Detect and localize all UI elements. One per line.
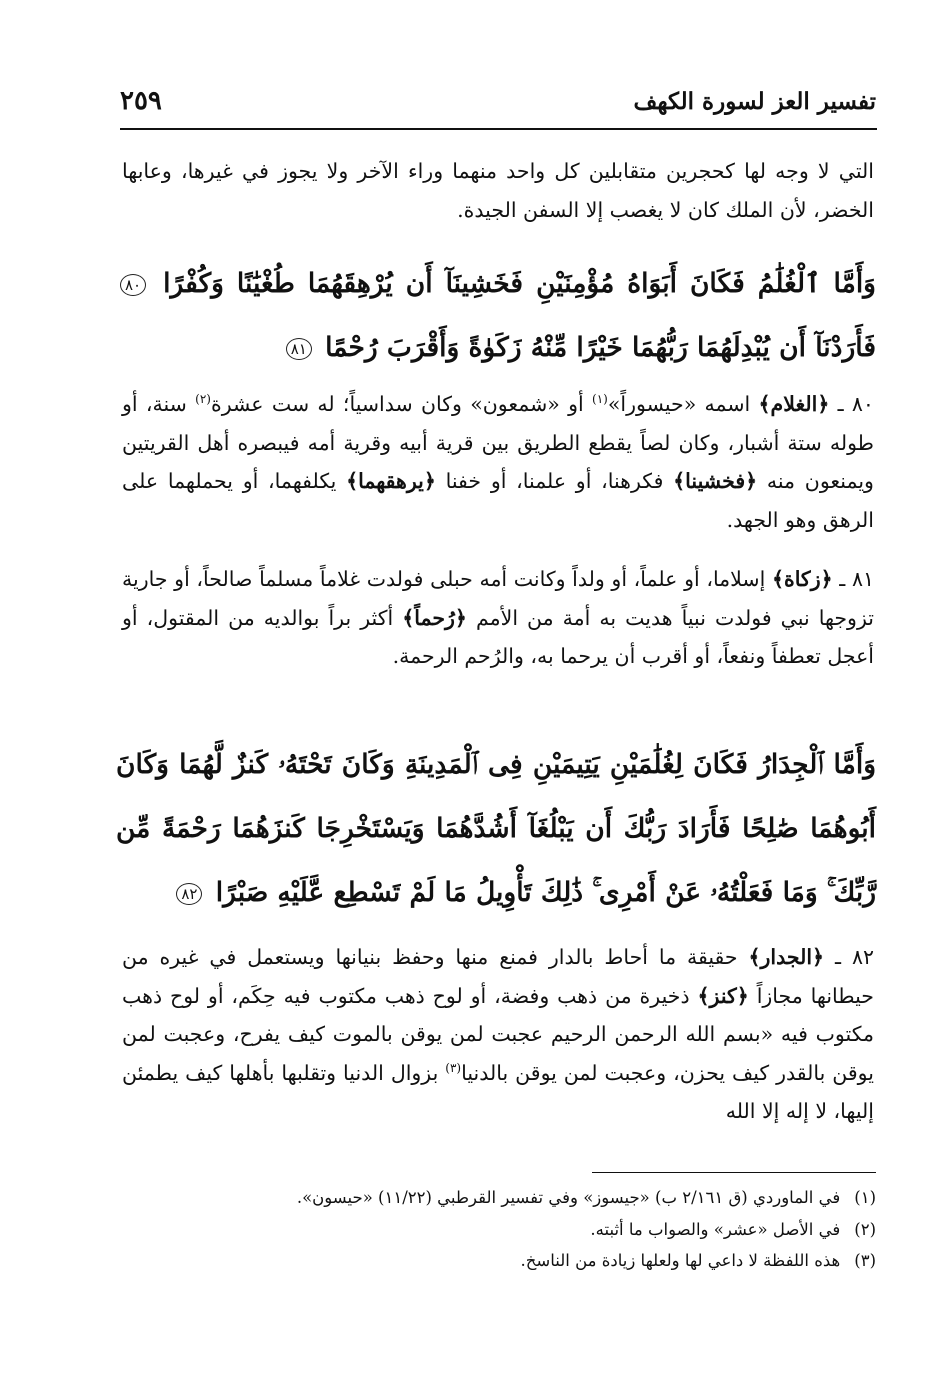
keyword-ruhman: ﴿رُحماً﴾ xyxy=(402,605,467,630)
footnote-ref-2: (٢) xyxy=(195,392,211,407)
page-header xyxy=(120,72,876,130)
commentary-82-number: ٨٢ ـ xyxy=(835,945,874,969)
commentary-81 xyxy=(122,560,874,676)
footnote-2-number: (٢) xyxy=(854,1219,876,1239)
footnote-3-text: هذه اللفظة لا داعي لها ولعلها زيادة من الناسخ. xyxy=(520,1251,841,1270)
verse-82 xyxy=(116,733,876,925)
commentary-82-text-1: حقيقة ما أحاط بالدار فمنع منها وحفظ بنيانها ويستعمل في غيره من حيطانها مجازاً xyxy=(122,945,874,1008)
commentary-80-text-4: فكرهنا، أو علمنا، أو خفنا xyxy=(445,469,664,493)
verse-number-82: ٨٢ xyxy=(176,883,202,905)
verse-number-81: ٨١ xyxy=(286,338,312,360)
commentary-80-text-1: اسمه «حيسوراً» xyxy=(607,392,751,416)
running-title: تفسير العز لسورة الكهف xyxy=(633,87,876,115)
footnote-ref-1: (١) xyxy=(592,392,608,407)
keyword-zakat: ﴿زكاة﴾ xyxy=(771,567,833,591)
commentary-81-text-2: أكثر براً بوالديه من المقتول، أو أعجل تعطفاً ونفعاً، أو أقرب أن يرحما به، والرُحم الرحمة. xyxy=(122,605,874,668)
keyword-yurhiqahuma: ﴿يرهقهما﴾ xyxy=(346,469,436,493)
footnote-2 xyxy=(200,1214,876,1246)
header-rule xyxy=(120,128,877,130)
footnote-2-text: في الأصل «عشر» والصواب ما أثبته. xyxy=(590,1219,841,1239)
commentary-81-text-1: إسلاما، أو علماً، أو ولداً وكانت أمه حبلى فولدت غلاماً مسلماً صالحاً، أو جارية تزوجها نبي فولدت نبياً هديت به أمة من الأمم xyxy=(122,567,874,630)
keyword-jidar: ﴿الجدار﴾ xyxy=(748,945,825,969)
commentary-81-number: ٨١ ـ xyxy=(839,567,874,591)
footnotes xyxy=(200,1182,876,1277)
footnote-1-text: في الماوردي (ق ٢/١٦١ ب) «جيسوز» وفي تفسير القرطبي (١١/٢٢) «حيسون». xyxy=(296,1188,841,1207)
commentary-80-text-2: أو «شمعون» وكان سداسياً؛ له ست عشرة xyxy=(210,392,584,416)
verse-81-text: فَأَرَدْنَآ أَن يُبْدِلَهُمَا رَبُّهُمَا خَيْرًا مِّنْهُ زَكَوٰةً وَأَقْرَبَ رُحْمًا xyxy=(325,332,876,363)
verse-82-text: وَأَمَّا ٱلْجِدَارُ فَكَانَ لِغُلَٰمَيْنِ يَتِيمَيْنِ فِى ٱلْمَدِينَةِ وَكَانَ تَحْتَهُۥ كَنزٌ لَّهُمَا وَكَانَ أَبُوهُمَا صَٰلِحًا فَأَرَادَ رَبُّكَ أَن يَبْلُغَآ أَشُدَّهُمَا وَيَسْتَخْرِجَا كَنزَهُمَا رَحْمَةً مِّن رَّبِّكَ ۚ وَمَا فَعَلْتُهُۥ عَنْ أَمْرِى ۚ ذَٰلِكَ تَأْوِيلُ مَا لَمْ تَسْطِع عَّلَيْهِ صَبْرًا xyxy=(116,749,876,908)
footnote-ref-3: (٣) xyxy=(445,1060,462,1075)
verse-number-80: ٨٠ xyxy=(120,274,146,296)
keyword-fakhashina: ﴿فخشينا﴾ xyxy=(673,469,758,493)
verse-80-text: وَأَمَّا ٱلْغُلَٰمُ فَكَانَ أَبَوَاهُ مُؤْمِنَيْنِ فَخَشِينَآ أَن يُرْهِقَهُمَا طُغْيَٰنًا وَكُفْرًا xyxy=(163,268,876,299)
page-number: ٢٥٩ xyxy=(120,86,162,116)
verse-80-81 xyxy=(116,252,876,380)
commentary-80-text-3: سنة، أو طوله ستة أشبار، وكان لصاً يقطع الطريق بين قرية أبيه وقرية أمه فيبصره أهل القريتين ويمنعون منه xyxy=(122,392,874,493)
footnote-rule xyxy=(592,1172,876,1173)
commentary-82-text-3: بزوال الدنيا وتقلبها بأهلها كيف يطمئن إليها، لا إله إلا الله xyxy=(122,1060,874,1123)
footnote-1-number: (١) xyxy=(854,1188,876,1207)
commentary-82-text-2: ذخيرة من ذهب وفضة، أو لوح ذهب مكتوب فيه حِكَم، أو لوح ذهب مكتوب فيه «بسم الله الرحمن الرحيم عجبت لمن يوقن بالموت كيف يفرح، وعجبت لمن يوقن بالقدر كيف يحزن، وعجبت لمن يوقن بالدنيا xyxy=(122,983,874,1085)
keyword-kanz: ﴿كنز﴾ xyxy=(697,983,749,1008)
footnote-3 xyxy=(200,1245,876,1277)
footnote-3-number: (٣) xyxy=(854,1251,876,1270)
commentary-80-number: ٨٠ ـ xyxy=(837,392,874,416)
paragraph-intro: التي لا وجه لها كحجرين متقابلين كل واحد منهما وراء الآخر ولا يجوز في غيرها، وعابها الخضر، لأن الملك كان لا يغصب إلا السفن الجيدة. xyxy=(122,159,874,222)
footnote-1 xyxy=(200,1182,876,1214)
commentary-80 xyxy=(122,385,874,539)
keyword-ghulam: ﴿الغلام﴾ xyxy=(758,392,830,416)
commentary-80-text-5: يكلفهما، أو يحملهما على الرهق وهو الجهد. xyxy=(122,469,874,532)
commentary-82 xyxy=(122,938,874,1131)
